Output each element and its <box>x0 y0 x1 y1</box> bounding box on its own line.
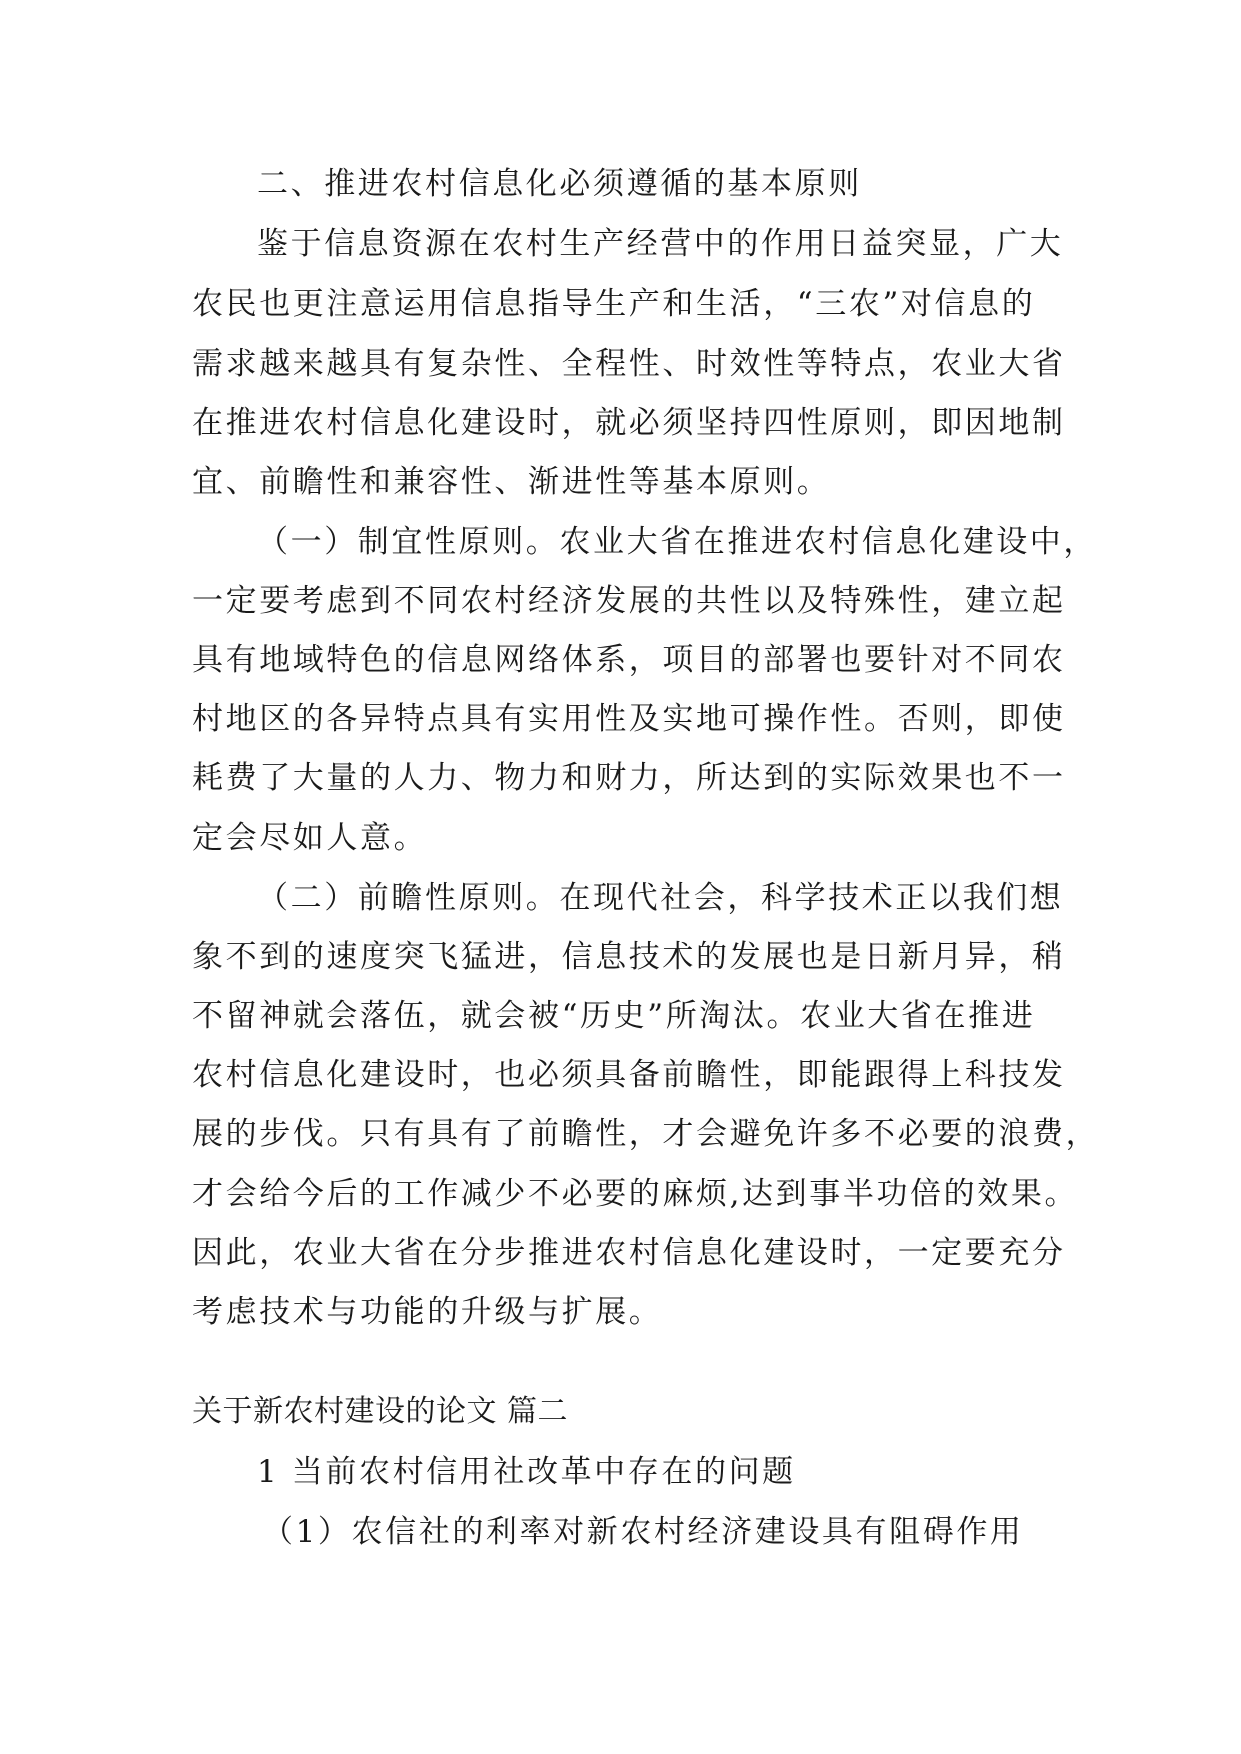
article-title: 关于新农村建设的论文 篇二 <box>192 1394 569 1429</box>
paragraph-line: （二）前瞻性原则。在现代社会，科学技术正以我们想 <box>257 880 1064 916</box>
section-heading: 二、推进农村信息化必须遵循的基本原则 <box>257 166 862 202</box>
paragraph-line: 鉴于信息资源在农村生产经营中的作用日益突显，广大 <box>257 226 1064 262</box>
paragraph-line: （一）制宜性原则。农业大省在推进农村信息化建设中， <box>257 524 1097 560</box>
paragraph-line: 农民也更注意运用信息指导生产和生活，“三农”对信息的 <box>192 286 1036 322</box>
paragraph-line: 考虑技术与功能的升级与扩展。 <box>192 1294 663 1330</box>
article-subheading: 1 当前农村信用社改革中存在的问题 <box>257 1454 796 1490</box>
paragraph-line: 村地区的各异特点具有实用性及实地可操作性。否则，即使 <box>192 701 1066 737</box>
paragraph-line: 因此，农业大省在分步推进农村信息化建设时，一定要充分 <box>192 1235 1066 1271</box>
paragraph-line: 象不到的速度突飞猛进，信息技术的发展也是日新月异，稍 <box>192 939 1066 975</box>
paragraph-line: 展的步伐。只有具有了前瞻性，才会避免许多不必要的浪费， <box>192 1116 1100 1152</box>
article-item: （1）农信社的利率对新农村经济建设具有阻碍作用 <box>262 1514 1024 1550</box>
paragraph-line: 不留神就会落伍，就会被“历史”所淘汰。农业大省在推进 <box>192 998 1036 1034</box>
paragraph-line: 需求越来越具有复杂性、全程性、时效性等特点，农业大省 <box>192 346 1066 382</box>
paragraph-line: 具有地域特色的信息网络体系，项目的部署也要针对不同农 <box>192 642 1066 678</box>
paragraph-line: 宜、前瞻性和兼容性、渐进性等基本原则。 <box>192 464 831 500</box>
paragraph-line: 一定要考虑到不同农村经济发展的共性以及特殊性，建立起 <box>192 583 1066 619</box>
paragraph-line: 农村信息化建设时，也必须具备前瞻性，即能跟得上科技发 <box>192 1057 1066 1093</box>
paragraph-line: 在推进农村信息化建设时，就必须坚持四性原则，即因地制 <box>192 405 1066 441</box>
paragraph-line: 才会给今后的工作减少不必要的麻烦,达到事半功倍的效果。 <box>192 1176 1079 1212</box>
paragraph-line: 耗费了大量的人力、物力和财力，所达到的实际效果也不一 <box>192 760 1066 796</box>
paragraph-line: 定会尽如人意。 <box>192 820 428 856</box>
